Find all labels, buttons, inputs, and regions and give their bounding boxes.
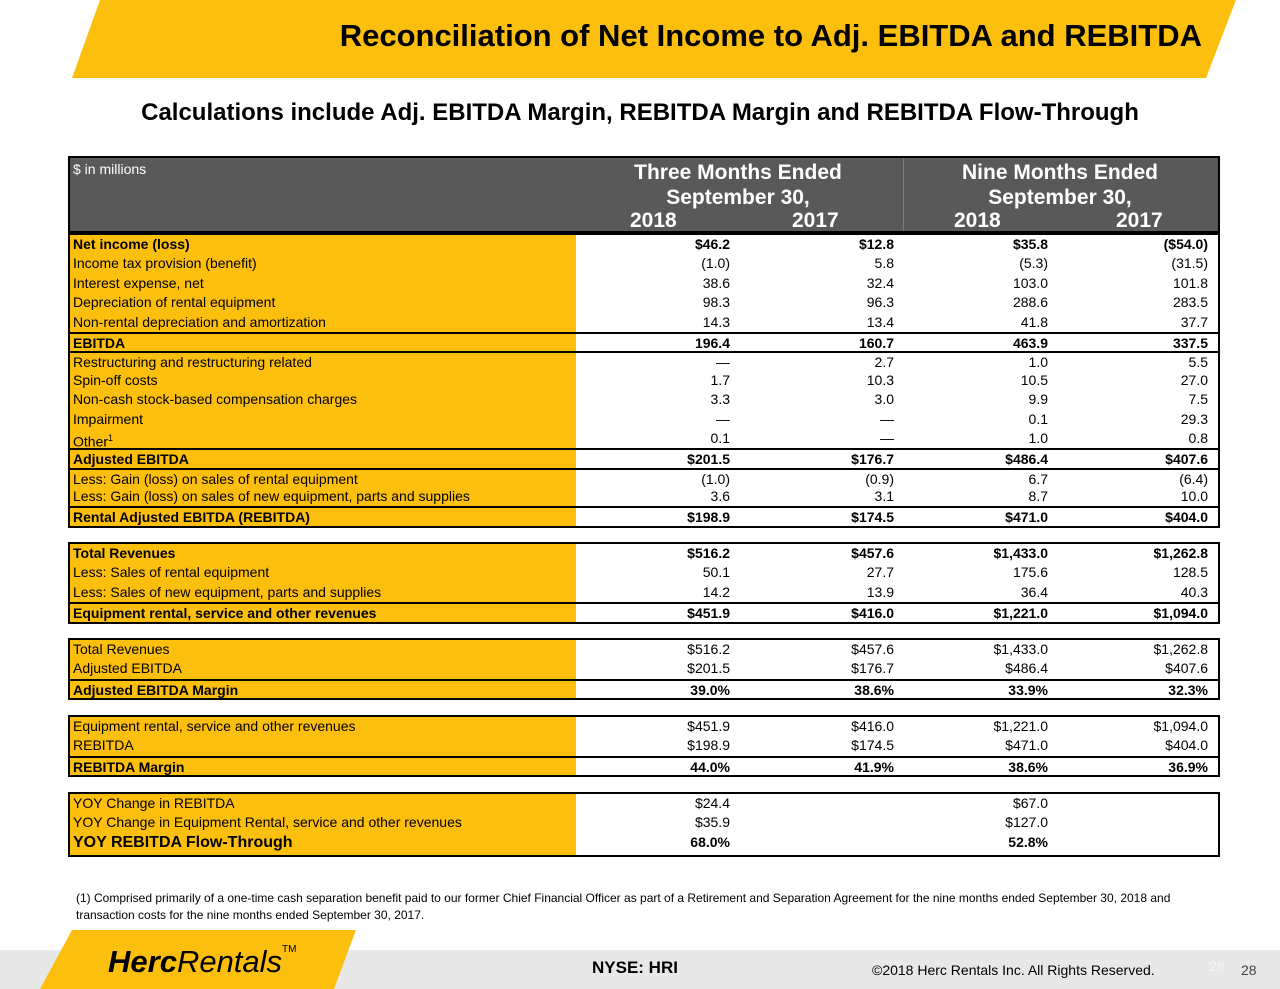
table-row xyxy=(70,429,1218,448)
cell-col-2: $12.8 xyxy=(858,236,894,252)
table-row xyxy=(70,563,1218,582)
cell-col-2: 13.9 xyxy=(866,583,894,600)
cell-col-1: 98.3 xyxy=(702,294,730,311)
cell-col-3: $471.0 xyxy=(1005,737,1048,754)
row-label xyxy=(70,410,576,429)
group-nine-months-line2: September 30, xyxy=(988,186,1132,209)
cell-col-1: 3.6 xyxy=(710,488,730,505)
row-label xyxy=(70,293,576,312)
row-label xyxy=(70,563,576,582)
cell-col-3: $486.4 xyxy=(1005,451,1048,468)
row-label xyxy=(70,659,576,678)
cell-col-1: 38.6 xyxy=(702,274,730,291)
row-label xyxy=(70,813,576,832)
cell-col-1: 196.4 xyxy=(694,334,730,351)
year-col-3: 2018 xyxy=(954,209,1001,232)
page-number: 28 xyxy=(1241,962,1257,978)
cell-col-1: $46.2 xyxy=(694,236,730,252)
row-label-text: Adjusted EBITDA xyxy=(73,451,189,468)
row-label xyxy=(70,470,576,487)
table-row xyxy=(70,813,1218,832)
cell-col-4: $407.6 xyxy=(1165,451,1208,468)
cell-col-4: 29.3 xyxy=(1180,410,1208,427)
cell-col-1: 39.0% xyxy=(690,681,730,698)
cell-col-1: (1.0) xyxy=(701,255,730,272)
cell-col-4: 337.5 xyxy=(1172,334,1208,351)
table-row xyxy=(70,583,1218,602)
row-label-text: Income tax provision (benefit) xyxy=(73,255,257,272)
cell-col-1: 68.0% xyxy=(690,833,730,850)
table-row xyxy=(70,679,1218,698)
cell-col-3: 103.0 xyxy=(1012,274,1048,291)
row-label-text: YOY REBITDA Flow-Through xyxy=(73,833,293,851)
cell-col-1: (1.0) xyxy=(701,470,730,487)
page-subtitle: Calculations include Adj. EBITDA Margin, REBITDA Margin and REBITDA Flow-Through xyxy=(141,99,1139,126)
cell-col-2: $176.7 xyxy=(851,660,894,677)
row-label-text: YOY Change in REBITDA xyxy=(73,795,235,811)
cell-col-3: 33.9% xyxy=(1008,681,1048,698)
cell-col-4: $1,094.0 xyxy=(1153,718,1208,734)
table-row xyxy=(70,506,1218,525)
cell-col-4: 5.5 xyxy=(1188,354,1208,371)
page-title: Reconciliation of Net Income to Adj. EBITDA and REBITDA xyxy=(339,18,1202,53)
cell-col-2: 38.6% xyxy=(854,681,894,698)
ticker-label: NYSE: HRI xyxy=(592,958,678,977)
cell-col-1: 44.0% xyxy=(690,758,730,775)
cell-col-4: (6.4) xyxy=(1179,470,1208,487)
row-label xyxy=(70,235,576,254)
cell-col-3: 0.1 xyxy=(1028,410,1048,427)
table-row xyxy=(70,468,1218,487)
cell-col-1: $516.2 xyxy=(687,641,730,657)
cell-col-2: $174.5 xyxy=(851,509,894,526)
cell-col-4: $1,094.0 xyxy=(1153,605,1208,622)
cell-col-2: $457.6 xyxy=(851,641,894,657)
cell-col-4: 10.0 xyxy=(1180,488,1208,505)
year-col-1: 2018 xyxy=(630,209,677,232)
cell-col-4: $404.0 xyxy=(1165,509,1208,526)
table-row xyxy=(70,410,1218,429)
cell-col-1: $24.4 xyxy=(694,795,730,811)
cell-col-2: 10.3 xyxy=(866,371,894,388)
cell-col-4: $1,262.8 xyxy=(1153,641,1208,657)
group-three-months xyxy=(578,160,898,210)
reconciliation-table xyxy=(68,233,1220,528)
cell-col-4: $404.0 xyxy=(1165,737,1208,754)
cell-col-4: $407.6 xyxy=(1165,660,1208,677)
row-label-text: Net income (loss) xyxy=(73,236,190,252)
cell-col-1: 0.1 xyxy=(710,429,730,446)
cell-col-3: 6.7 xyxy=(1028,470,1048,487)
row-label-text: Interest expense, net xyxy=(73,274,204,291)
cell-col-1: $451.9 xyxy=(687,605,730,622)
row-label-text: Other xyxy=(73,433,109,450)
cell-col-2: 27.7 xyxy=(866,564,894,581)
row-label-text: EBITDA xyxy=(73,334,126,351)
cell-col-3: (5.3) xyxy=(1019,255,1048,272)
cell-col-1: $198.9 xyxy=(687,509,730,526)
row-label-text: Less: Gain (loss) on sales of new equipment, parts and supplies xyxy=(73,488,470,505)
row-label-text: Less: Sales of rental equipment xyxy=(73,564,270,581)
row-label xyxy=(70,429,576,448)
cell-col-1: $516.2 xyxy=(687,545,730,561)
cell-col-1: 1.7 xyxy=(710,371,730,388)
table-row xyxy=(70,756,1218,775)
cell-col-4: ($54.0) xyxy=(1163,236,1208,252)
row-label xyxy=(70,833,576,855)
row-label-text: Equipment rental, service and other revenues xyxy=(73,718,356,734)
cell-col-4: 0.8 xyxy=(1188,429,1208,446)
row-label xyxy=(70,544,576,563)
cell-col-3: 463.9 xyxy=(1012,334,1048,351)
table-row xyxy=(70,659,1218,678)
cell-col-3: 36.4 xyxy=(1020,583,1048,600)
cell-col-4: (31.5) xyxy=(1171,255,1208,272)
cell-col-3: $1,221.0 xyxy=(993,605,1048,622)
row-label xyxy=(70,353,576,370)
table-row xyxy=(70,313,1218,332)
cell-col-4: 7.5 xyxy=(1188,391,1208,408)
table-row xyxy=(70,351,1218,370)
cell-col-4: 40.3 xyxy=(1180,583,1208,600)
row-label-text: Restructuring and restructuring related xyxy=(73,354,312,371)
cell-col-1: 3.3 xyxy=(710,391,730,408)
row-label xyxy=(70,254,576,273)
row-label xyxy=(70,758,576,775)
revenue-table xyxy=(68,542,1220,624)
cell-col-1: — xyxy=(716,354,730,371)
table-row xyxy=(70,544,1218,563)
cell-col-3: $35.8 xyxy=(1012,236,1048,252)
cell-col-2: 3.0 xyxy=(874,391,894,408)
cell-col-3: 1.0 xyxy=(1028,429,1048,446)
row-label-text: Spin-off costs xyxy=(73,371,158,388)
row-label xyxy=(70,794,576,813)
cell-col-2: $416.0 xyxy=(851,718,894,734)
cell-col-4: 32.3% xyxy=(1168,681,1208,698)
cell-col-2: 96.3 xyxy=(866,294,894,311)
group-three-months-line2: September 30, xyxy=(666,186,810,209)
cell-col-2: — xyxy=(880,429,894,446)
table-row xyxy=(70,293,1218,312)
cell-col-3: $67.0 xyxy=(1012,795,1048,811)
cell-col-2: 3.1 xyxy=(874,488,894,505)
page-number-ghost: 28 xyxy=(1209,958,1225,974)
rebitda-margin-table xyxy=(68,715,1220,777)
cell-col-2: $176.7 xyxy=(851,451,894,468)
cell-col-1: 14.3 xyxy=(702,313,730,330)
cell-col-4: 101.8 xyxy=(1172,274,1208,291)
footnote: (1) Comprised primarily of a one-time cash separation benefit paid to our former Chief Financial Officer as part of a Retirement and Separation Agreement for the nine months ended September 30, 2018 and transaction costs for the nine months ended September 30, 2017. xyxy=(76,891,1171,922)
row-label-text: Total Revenues xyxy=(73,545,176,561)
row-label xyxy=(70,487,576,506)
cell-col-2: — xyxy=(880,410,894,427)
logo-herc-text: Herc xyxy=(108,944,177,979)
row-label xyxy=(70,681,576,698)
table-row xyxy=(70,736,1218,755)
cell-col-3: $1,433.0 xyxy=(993,545,1048,561)
cell-col-1: 14.2 xyxy=(702,583,730,600)
row-label-text: Impairment xyxy=(73,410,144,427)
logo-tm: TM xyxy=(282,944,297,955)
table-row xyxy=(70,235,1218,254)
cell-col-1: $198.9 xyxy=(687,737,730,754)
row-label-text: Less: Gain (loss) on sales of rental equipment xyxy=(73,470,358,487)
flow-through-table xyxy=(68,792,1220,857)
cell-col-3: $127.0 xyxy=(1005,814,1048,831)
table-row xyxy=(70,371,1218,390)
table-row xyxy=(70,390,1218,409)
cell-col-4: 128.5 xyxy=(1172,564,1208,581)
cell-col-3: 10.5 xyxy=(1020,371,1048,388)
copyright: ©2018 Herc Rentals Inc. All Rights Reserved. xyxy=(872,962,1155,978)
cell-col-4: 27.0 xyxy=(1180,371,1208,388)
table-row xyxy=(70,602,1218,621)
row-label xyxy=(70,313,576,332)
row-label-text: YOY Change in Equipment Rental, service and other revenues xyxy=(73,814,462,831)
row-label-text: Non-rental depreciation and amortization xyxy=(73,313,326,330)
footnote-marker: 1 xyxy=(108,432,114,443)
year-col-2: 2017 xyxy=(792,209,839,232)
herc-rentals-logo xyxy=(108,944,297,980)
row-label xyxy=(70,371,576,390)
cell-col-3: $486.4 xyxy=(1005,660,1048,677)
group-nine-months-line1: Nine Months Ended xyxy=(962,161,1158,184)
cell-col-3: 288.6 xyxy=(1012,294,1048,311)
cell-col-2: 160.7 xyxy=(858,334,894,351)
cell-col-3: 1.0 xyxy=(1028,354,1048,371)
cell-col-3: 38.6% xyxy=(1008,758,1048,775)
row-label-text: Adjusted EBITDA xyxy=(73,660,182,677)
cell-col-2: $416.0 xyxy=(851,605,894,622)
row-label-text: Adjusted EBITDA Margin xyxy=(73,681,239,698)
cell-col-3: 8.7 xyxy=(1028,488,1048,505)
table-row xyxy=(70,254,1218,273)
cell-col-1: — xyxy=(716,410,730,427)
cell-col-2: $174.5 xyxy=(851,737,894,754)
cell-col-3: $1,221.0 xyxy=(993,718,1048,734)
row-label xyxy=(70,390,576,409)
unit-label: $ in millions xyxy=(73,161,147,177)
row-label xyxy=(70,508,576,525)
cell-col-2: 5.8 xyxy=(874,255,894,272)
ebitda-margin-table xyxy=(68,638,1220,700)
row-label-text: Rental Adjusted EBITDA (REBITDA) xyxy=(73,509,310,526)
logo-rentals-text: Rentals xyxy=(176,944,283,979)
row-label xyxy=(70,583,576,602)
table-row xyxy=(70,717,1218,736)
cell-col-3: 9.9 xyxy=(1028,391,1048,408)
cell-col-3: 41.8 xyxy=(1020,313,1048,330)
cell-col-2: $457.6 xyxy=(851,545,894,561)
table-row xyxy=(70,332,1218,351)
table-row xyxy=(70,487,1218,506)
row-label xyxy=(70,334,576,351)
row-label xyxy=(70,736,576,755)
row-label xyxy=(70,274,576,293)
row-label xyxy=(70,450,576,467)
row-label xyxy=(70,640,576,659)
cell-col-1: 50.1 xyxy=(702,564,730,581)
row-label-text: Depreciation of rental equipment xyxy=(73,294,276,311)
cell-col-2: 13.4 xyxy=(866,313,894,330)
table-row xyxy=(70,794,1218,813)
table-header xyxy=(68,156,1220,233)
cell-col-1: $451.9 xyxy=(687,718,730,734)
cell-col-4: 36.9% xyxy=(1168,758,1208,775)
cell-col-1: $35.9 xyxy=(694,814,730,831)
cell-col-4: 283.5 xyxy=(1172,294,1208,311)
row-label xyxy=(70,604,576,621)
group-three-months-line1: Three Months Ended xyxy=(634,161,842,184)
row-label-text: REBITDA Margin xyxy=(73,758,185,775)
row-label xyxy=(70,717,576,736)
table-row xyxy=(70,833,1218,855)
cell-col-3: 52.8% xyxy=(1008,833,1048,850)
cell-col-1: $201.5 xyxy=(687,660,730,677)
cell-col-2: (0.9) xyxy=(865,470,894,487)
table-row xyxy=(70,640,1218,659)
cell-col-3: $1,433.0 xyxy=(993,641,1048,657)
cell-col-2: 32.4 xyxy=(866,274,894,291)
row-label-text: Total Revenues xyxy=(73,641,170,657)
row-label-text: Equipment rental, service and other revenues xyxy=(73,605,377,622)
table-row xyxy=(70,274,1218,293)
cell-col-4: $1,262.8 xyxy=(1153,545,1208,561)
cell-col-3: 175.6 xyxy=(1012,564,1048,581)
cell-col-4: 37.7 xyxy=(1180,313,1208,330)
cell-col-3: $471.0 xyxy=(1005,509,1048,526)
row-label-text: Non-cash stock-based compensation charges xyxy=(73,391,358,408)
row-label-text: Less: Sales of new equipment, parts and supplies xyxy=(73,583,382,600)
year-col-4: 2017 xyxy=(1116,209,1163,232)
row-label-text: REBITDA xyxy=(73,737,134,754)
table-row xyxy=(70,448,1218,467)
group-nine-months xyxy=(900,160,1220,210)
cell-col-2: 41.9% xyxy=(854,758,894,775)
cell-col-1: $201.5 xyxy=(687,451,730,468)
cell-col-2: 2.7 xyxy=(874,354,894,371)
